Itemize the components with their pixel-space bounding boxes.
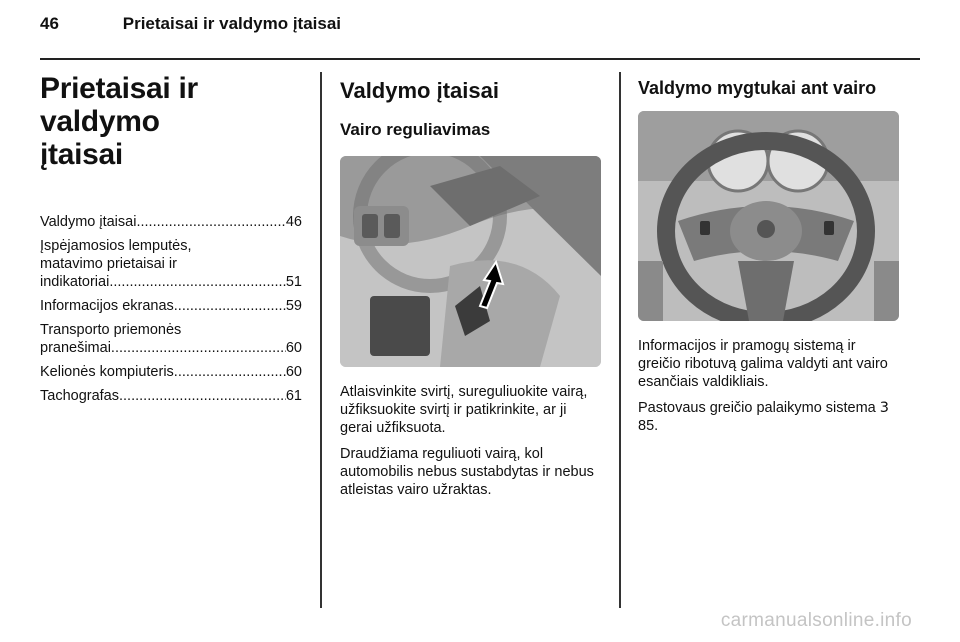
toc-entry-title: Informacijos ekranas [40,298,174,314]
toc-entry-page: 60 [285,340,302,356]
toc-entry[interactable] [40,387,302,405]
paragraph-adjust: Atlaisvinkite svirtį, sureguliuokite vairą, užfiksuokite svirtį ir patikrinkite, ar ji gerai užfiksuota. [340,384,588,436]
paragraph-controls: Informacijos ir pramogų sistemą ir greičio ribotuvą galima valdyti ant vairo esančiais valdikliais. [638,338,888,390]
steering-adjust-column [340,72,602,507]
page-header [40,14,341,34]
toc-entry[interactable] [40,297,302,315]
paragraph-cruise [638,399,900,435]
toc-leader-dots [109,273,286,291]
toc-leader-dots [174,363,286,381]
toc-entry-title: Transporto priemonės [40,322,182,338]
toc-entry-title: pranešimai [40,340,111,356]
toc-entry-title: indikatoriai [40,274,110,290]
toc-leader-dots [119,387,286,405]
reference-arrow-icon: 3 [879,400,890,416]
section-heading: Valdymo įtaisai [340,78,499,103]
watermark: carmanualsonline.info [720,610,912,631]
toc-entry-title: matavimo prietaisai ir [40,256,177,272]
toc-leader-dots [136,213,285,231]
header-title: Prietaisai ir valdymo įtaisai [122,14,342,33]
toc-entry-page: 60 [285,364,302,380]
column-divider-1 [320,72,322,608]
toc-entry-page: 61 [285,388,302,404]
toc-entry[interactable] [40,363,302,381]
toc-leader-dots [111,339,286,357]
toc-entry-title: Įspėjamosios lemputės, [40,238,192,254]
page-number: 46 [40,14,59,33]
subsection-heading: Vairo reguliavimas [340,120,491,139]
toc-entry-title: Tachografas [40,388,119,404]
table-of-contents [40,213,302,405]
paragraph-warning: Draudžiama reguliuoti vairą, kol automobilis nebus sustabdytas ir nebus atleistas vairo užraktas. [340,446,594,498]
toc-entry-page: 46 [285,214,302,230]
cruise-text: Pastovaus greičio palaikymo sistema [638,400,876,416]
section-heading-controls: Valdymo mygtukai ant vairo [638,78,877,98]
toc-entry-title: Valdymo įtaisai [40,214,137,230]
chapter-title-line-1: Prietaisai ir valdymo [40,72,198,138]
toc-leader-dots [174,297,286,315]
toc-entry[interactable] [40,237,302,291]
toc-entry-page: 51 [285,274,302,290]
header-rule [40,58,920,60]
steering-lever-illustration [340,156,601,367]
column-divider-2 [619,72,621,608]
chapter-title-line-2: įtaisai [40,138,123,171]
toc-entry-title: Kelionės kompiuteris [40,364,174,380]
steering-wheel-illustration [638,111,899,321]
toc-entry[interactable] [40,321,302,357]
reference-page[interactable]: 85. [638,418,659,434]
toc-entry-page: 59 [285,298,302,314]
steering-controls-column [638,72,900,443]
contents-column [40,72,302,411]
chapter-title [40,72,302,171]
toc-entry[interactable] [40,213,302,231]
